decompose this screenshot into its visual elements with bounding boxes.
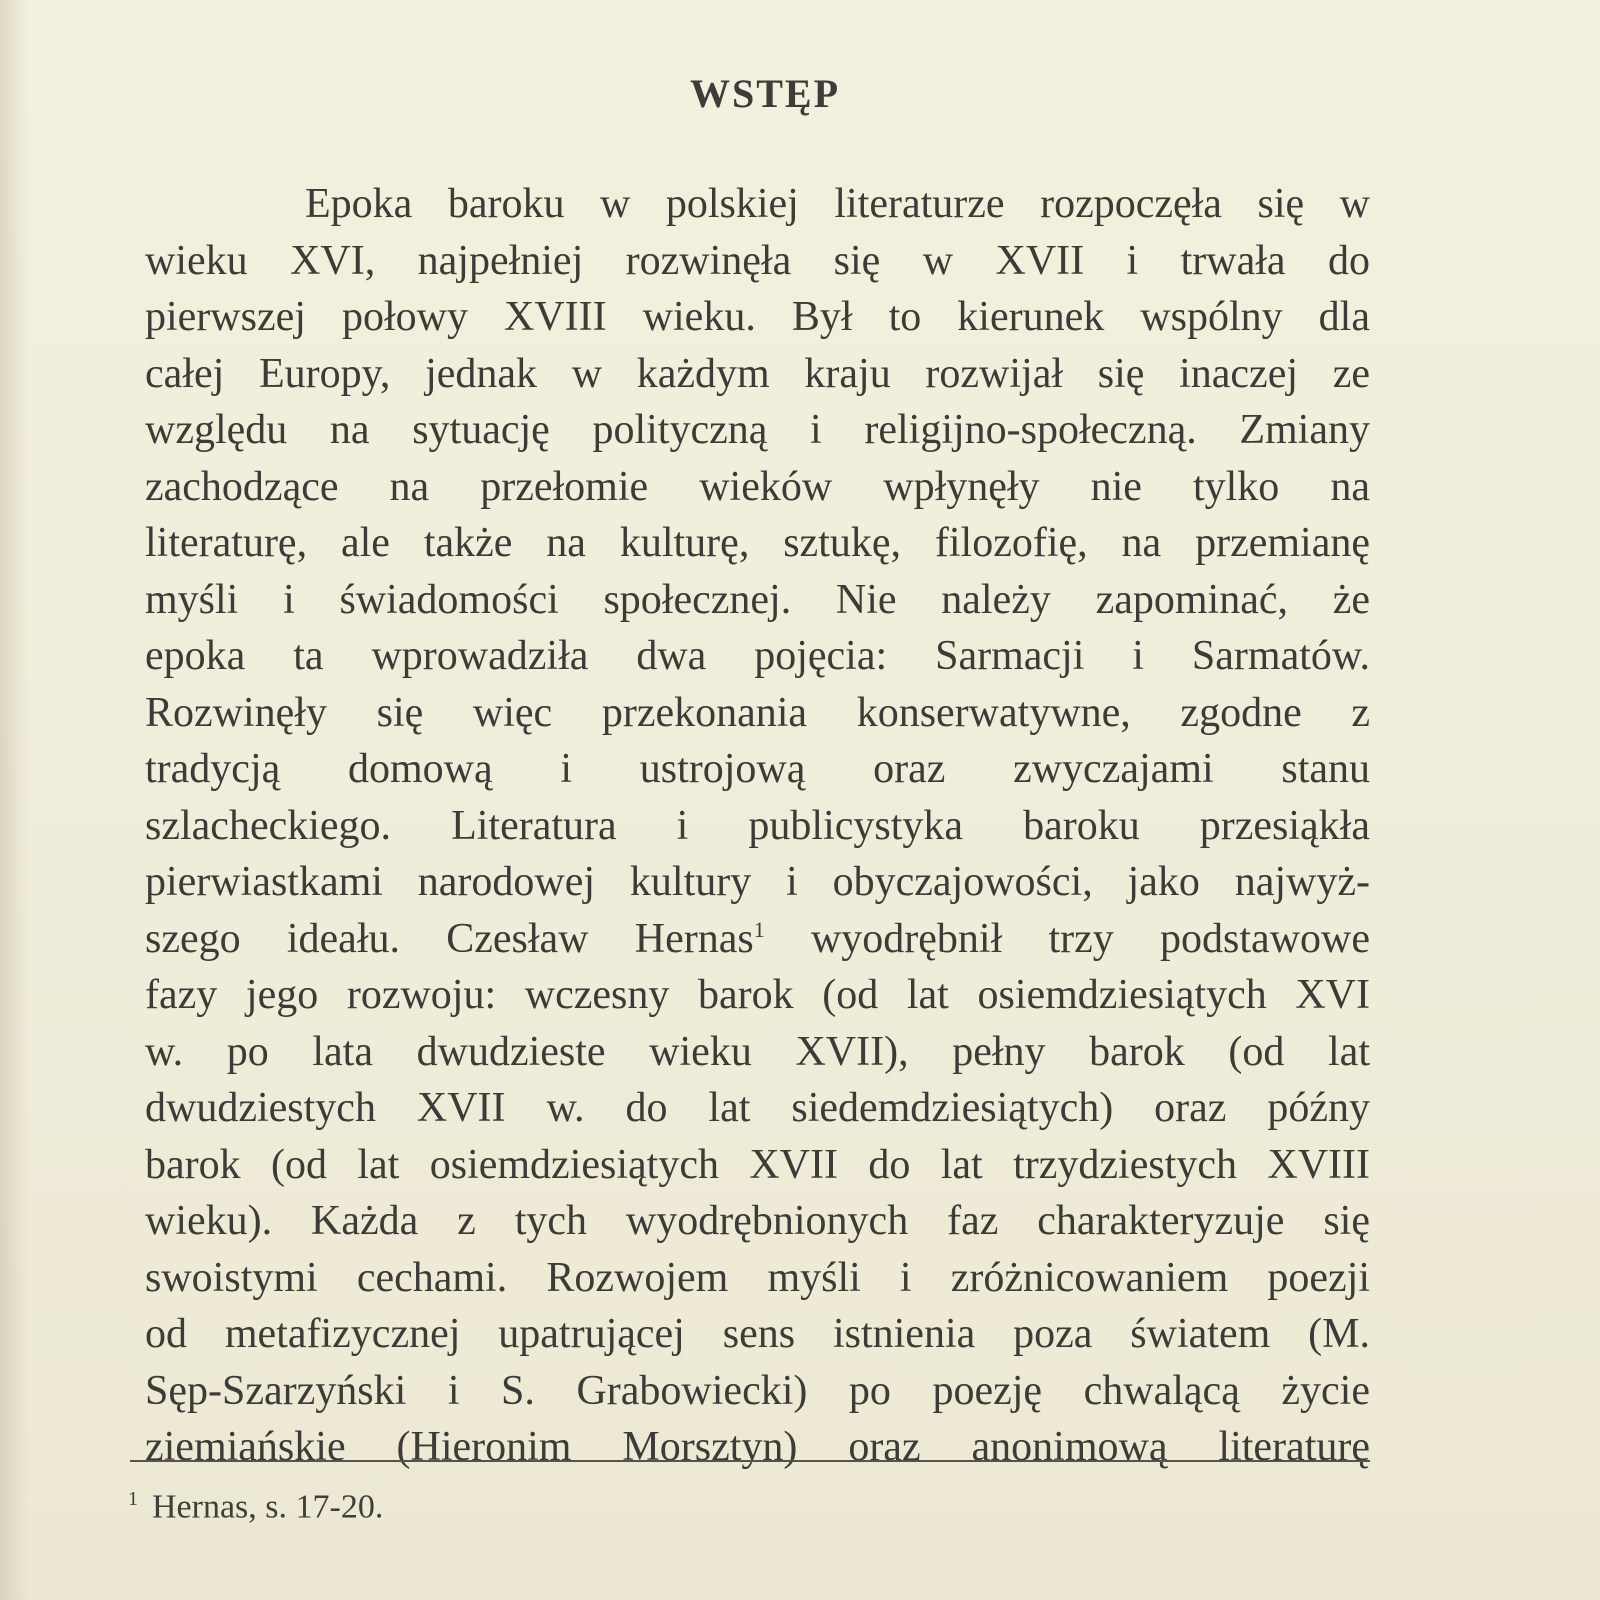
- text-line: literaturę, ale także na kulturę, sztukę, filozofię, na przemianę: [145, 520, 1370, 566]
- text-line: Sęp-Szarzyński i S. Grabowiecki) po poezję chwalącą życie: [145, 1367, 1370, 1414]
- text-line: swoistymi cechami. Rozwojem myśli i zróżnicowaniem poezji: [145, 1254, 1370, 1301]
- text-line: Rozwinęły się więc przekonania konserwatywne, zgodne z: [145, 689, 1370, 736]
- footnote-reference[interactable]: 1: [753, 916, 765, 942]
- text-line: od metafizycznej upatrującej sens istnienia poza światem (M.: [145, 1311, 1370, 1357]
- footnote-number: 1: [128, 1488, 138, 1510]
- text-line: zachodzące na przełomie wieków wpłynęły nie tylko na: [145, 463, 1370, 510]
- text-line: dwudziestych XVII w. do lat siedemdziesiątych) oraz późny: [145, 1085, 1370, 1131]
- text-line: epoka ta wprowadziła dwa pojęcia: Sarmacji i Sarmatów.: [145, 633, 1370, 679]
- text-line: Epoka baroku w polskiej literaturze rozpoczęła się w: [305, 181, 1370, 227]
- text-segment: szego ideału. Czesław Hernas: [145, 915, 754, 962]
- footnote-separator: [130, 1460, 1370, 1462]
- text-line: wieku XVI, najpełniej rozwinęła się w XVII i trwała do: [145, 237, 1370, 284]
- text-line: w. po lata dwudzieste wieku XVII), pełny barok (od lat: [145, 1028, 1370, 1075]
- footnote-text: Hernas, s. 17-20.: [152, 1488, 384, 1526]
- text-line: względu na sytuację polityczną i religijno-społeczną. Zmiany: [145, 407, 1370, 453]
- chapter-heading: WSTĘP: [689, 71, 841, 116]
- text-line: myśli i świadomości społecznej. Nie należy zapominać, że: [145, 576, 1370, 623]
- text-line: wieku). Każda z tych wyodrębnionych faz charakteryzuje się: [145, 1198, 1370, 1244]
- text-line: ziemiańskie (Hieronim Morsztyn) oraz anonimową literaturę: [145, 1424, 1370, 1470]
- text-line: tradycją domową i ustrojową oraz zwyczajami stanu: [145, 746, 1370, 792]
- page-edge-shadow: [0, 0, 28, 1600]
- text-line: całej Europy, jednak w każdym kraju rozwijał się inaczej ze: [145, 350, 1370, 397]
- text-line-with-footnote: [145, 911, 1370, 968]
- text-line: pierwszej połowy XVIII wieku. Był to kierunek wspólny dla: [145, 294, 1370, 340]
- body-paragraph: [145, 176, 1370, 1476]
- text-segment: wyodrębnił trzy podstawowe: [810, 915, 1371, 962]
- footnote: [128, 1488, 383, 1526]
- text-line: szlacheckiego. Literatura i publicystyka baroku przesiąkła: [145, 802, 1370, 849]
- text-line: fazy jego rozwoju: wczesny barok (od lat osiemdziesiątych XVI: [145, 972, 1370, 1018]
- text-line: barok (od lat osiemdziesiątych XVII do lat trzydziestych XVIII: [145, 1141, 1370, 1188]
- text-line: pierwiastkami narodowej kultury i obyczajowości, jako najwyż-: [145, 859, 1370, 905]
